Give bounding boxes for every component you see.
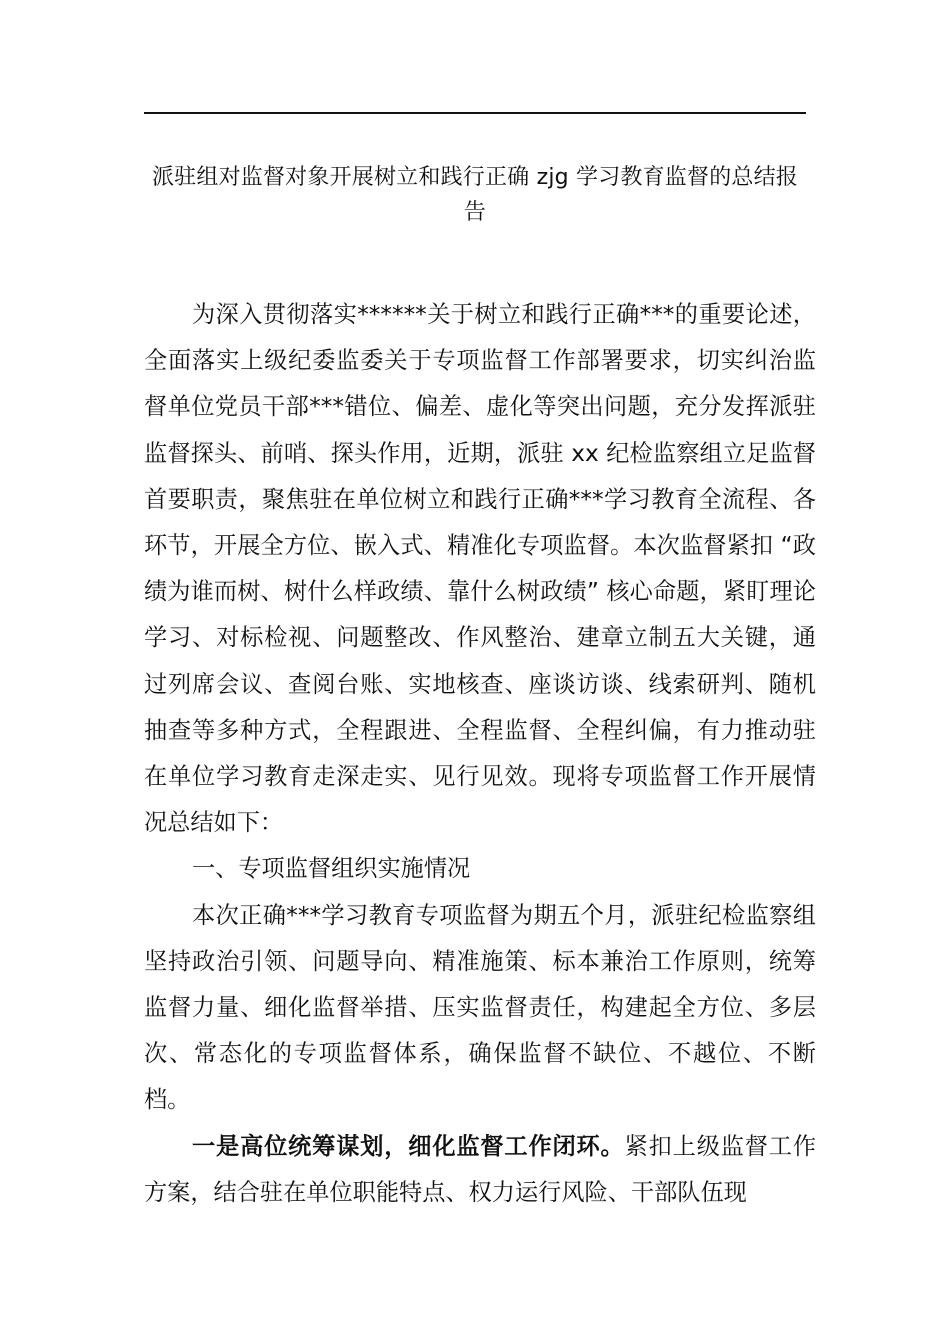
- paragraph-point-one-text: 紧扣上级监督工作方案，结合驻在单位职能特点、权力运行风险、干部队伍现: [144, 1132, 817, 1206]
- paragraph-point-one: [144, 1124, 816, 1216]
- document-body: [144, 292, 816, 1216]
- bold-lead-text: 一是高位统筹谋划，细化监督工作闭环。: [192, 1132, 625, 1160]
- section-heading: 一、专项监督组织实施情况: [192, 855, 471, 883]
- header-rule: [144, 112, 806, 114]
- paragraph-overview: 本次正确***学习教育专项监督为期五个月，派驻纪检监察组坚持政治引领、问题导向、精准施策、标本兼治工作原则，统筹监督力量、细化监督举措、压实监督责任，构建起全方位、多层次、常态化的专项监督体系，确保监督不缺位、不越位、不断档。: [144, 901, 816, 1114]
- document-title: 派驻组对监督对象开展树立和践行正确 zjg 学习教育监督的总结报告: [151, 165, 798, 225]
- paragraph-intro: 为深入贯彻落实******关于树立和践行正确***的重要论述，全面落实上级纪委监委关于专项监督工作部署要求，切实纠治监督单位党员干部***错位、偏差、虚化等突出问题，充分发挥派驻监督探头、前哨、探头作用，近期，派驻 xx 纪检监察组立足监督首要职责，聚焦驻在单位树立和践行正确***学习教育全流程、各环节，开展全方位、嵌入式、精准化专项监督。本次监督紧扣 “政绩为谁而树、树什么样政绩、靠什么树政绩” 核心命题，紧盯理论学习、对标检视、问题整改、作风整治、建章立制五大关键，通过列席会议、查阅台账、实地核查、座谈访谈、线索研判、随机抽查等多种方式，全程跟进、全程监督、全程纠偏，有力推动驻在单位学习教育走深走实、见行见效。现将专项监督工作开展情况总结如下：: [144, 301, 816, 837]
